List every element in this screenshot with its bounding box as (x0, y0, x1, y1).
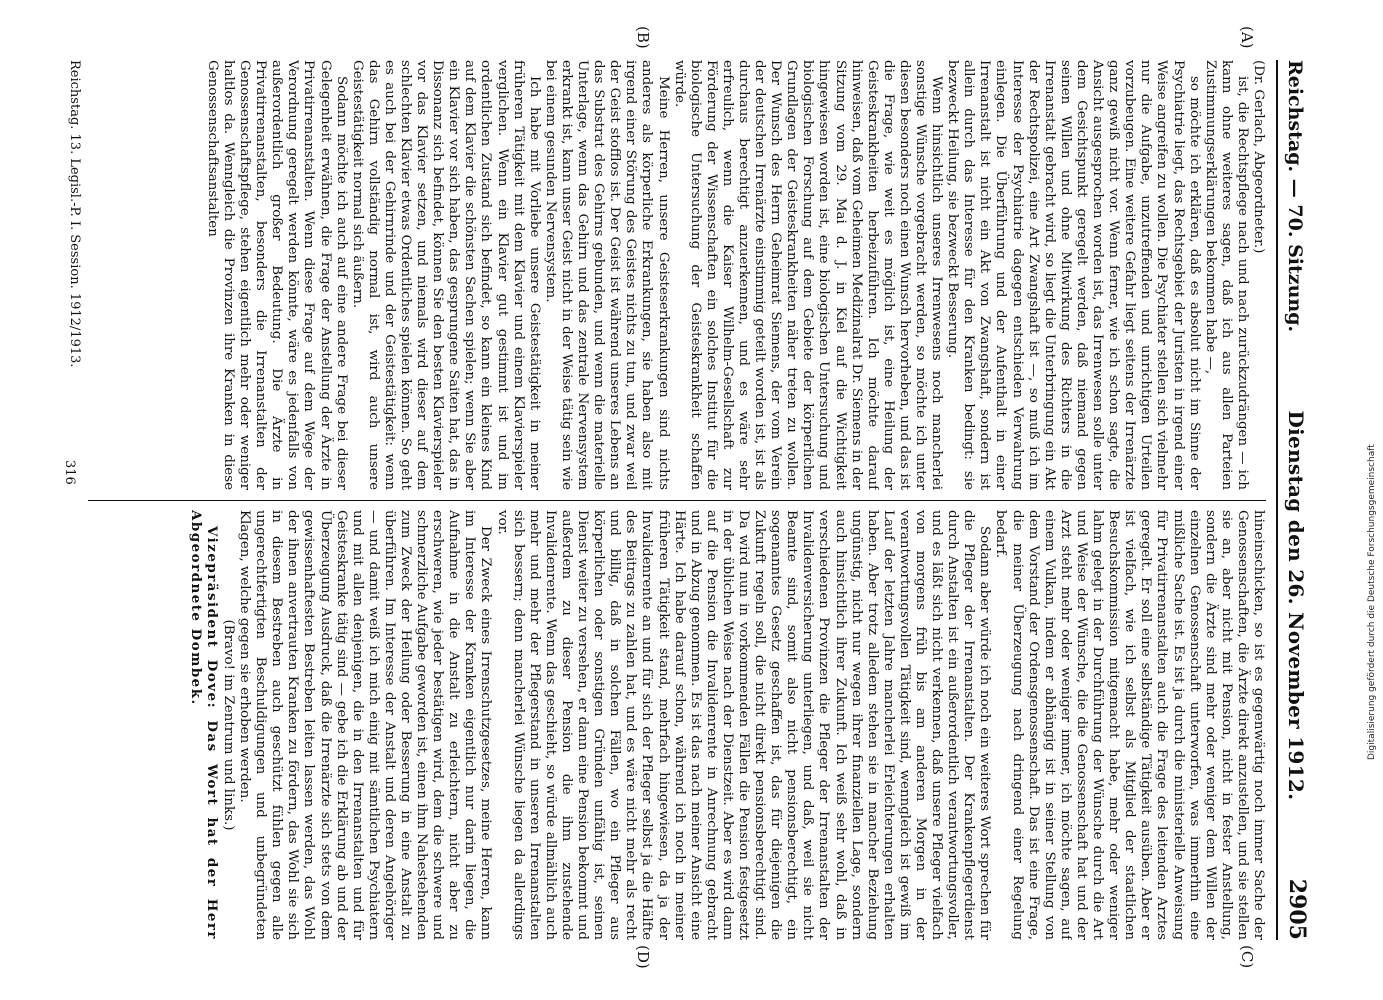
left-paragraph-3: Wenn hinsichtlich unseres Irrenwesens noch mancherlei sonstige Wünsche vorgebracht werden, so möchte ich unter diesen besonders noch einen Wunsch hervorheben, und das ist die Frage, wie weit es möglich ist, eine Heilung der Geisteskrankheiten herbeizuführen. Ich möchte darauf hinweisen, daß vom Geheimen Medizinalrat Dr. Siemens in der Sitzung vom 29. Mai d. J. in Kiel auf die Wichtigkeit hingewiesen worden ist, eine biologischen Untersuchung und biologischen Forschung auf dem Gebiete der körperlichen Grundlagen der Geisteskrankheiten näher treten zu wollen. Der Wunsch des Herrn Geheimrat Siemens, der vom Verein der deutschen Irrenärzte einstimmig geteilt worden ist, ist als durchaus berechtigt anzuerkennen, und es wäre sehr erfreulich, wenn die Kaiser Wilhelm-Gesellschaft zur Förderung der Wissenschaften ein solches Institut für die biologische Untersuchung der Geisteskrankheit schaffen würde. (671, 60, 944, 490)
margin-marker-b: (B) (633, 26, 652, 49)
closing-line: Vizepräsident Dove: Das Wort hat der Herr Abgeordnete Dombek. (187, 510, 220, 940)
right-column (88, 510, 1266, 940)
left-paragraph-5: Ich habe mit Vorliebe unsere Geistestätigkeit in meiner früheren Tätigkeit mit dem Klavier und einem Klavierspieler verglichen. Wenn ein Klavier gut gestimmt ist und im ordentlichen Zustand sich befindet, so kann ein kleines Kind auf dem Klavier die schönsten Sachen spielen; wenn Sie aber ein Klavier vor sich haben, das gesprungene Saiten hat, das in Dissonanz sich befindet, können Sie den besten Klavierspieler vor das Klavier setzen, und niemals wird dieser auf dem schlechten Klavier etwas Ordentliches spielen können. So geht es auch bei der Gehirnrinde und der Geistestätigkeit: wenn das Gehirn vollständig normal ist, wird auch unsere Geistestätigkeit normal sich äußern. (349, 60, 542, 490)
left-paragraph-4: Meine Herren, unsere Geisteserkrankungen sind nichts anderes als körperliche Erkrankungen, sie haben also mit irgend einer Störung des Geistes nichts zu tun, und zwar weil der Geist stofflos ist. Der Geist ist während unseres Lebens an das Substrat des Gehirns gebunden, und wenn die materielle Unterlage, wenn das Gehirn und das zentrale Nervensystem erkrankt ist, kann unser Geist nicht in der Weise tätig sein wie bei einem gesunden Nervensystem. (542, 60, 671, 490)
footer-folio: 316 (61, 460, 77, 485)
dfg-side-note: Digitalisierung gefördert durch die Deutsche Forschungsgemeinschaft (1367, 444, 1377, 760)
page-number: 2905 (1283, 878, 1310, 940)
scanned-page (32, 20, 1352, 980)
left-paragraph-1: ist, die Rechtspflege nach und nach zurückzudrängen — ich kann ohne weiteres sagen, daß ich aus allen Parteien Zustimmungserklärungen bekommen habe —, (1202, 60, 1250, 490)
header-left: Reichstag. — 70. Sitzung. (1283, 60, 1306, 333)
margin-marker-d: (D) (633, 945, 652, 969)
header-date: Dienstag den 26. November 1912. (1283, 410, 1308, 801)
margin-marker-a: (A) (1237, 26, 1256, 49)
right-paragraph-2: Sodann aber würde ich noch ein weiteres Wort sprechen für die Pfleger der Irrenanstalten. Der Krankenpflegerdienst durch Anstalten ist ein außerordentlich verantwortungsvoller, und es läßt sich nicht verkennen, daß unsere Pfleger vielfach von morgens früh bis am anderen Morgen in der verantwortungsvollen Tätigkeit sind, wenngleich ist gewiß im Lauf der letzten Jahre mancherlei Erleichterungen erhalten haben. Aber trotz alledem stehen sie in mancher Beziehung ungünstig, nicht nur wegen ihrer finanziellen Lage, sondern auch hinsichtlich ihrer Zukunft. Ich weiß sehr wohl, daß in verschiedenen Provinzen die Pfleger der Irrenanstalten der Invalidenversicherung unterliegen, und daß, weil sie nicht Beamte sind, somit also nicht pensionsberechtigt, ein sogenanntes Gesetz geschaffen ist, das für diejenigen die Zukunft regeln soll, die nicht direkt pensionsberechtigt sind. Da wird nun in vorkommenden Fällen die Pension festgesetzt in der üblichen Weise nach der Dienstzeit. Aber es wird dann auf die Pension die Invalidenrente in Anrechnung gebracht und in Abzug genommen. Es ist das nach meiner Ansicht eine Härte. Ich habe darauf schon, während ich noch in meiner früheren Tätigkeit stand, mehrfach hingewiesen, da ja der Invalidenrente an und für sich der Pfleger selbst ja die Hälfte des Beitrags zu zahlen hat, und es wäre nicht mehr als recht und billig, daß in solchen Fällen, wo ein Pfleger aus körperlichen oder sonstigen Gründen unfähig ist, seinen Dienst weiter zu versehen, er dann eine Pension bekommt und außerdem zu dieser Pension die ihm zustehende Invalidenrente. Wenn das geschieht, so würde allmählich auch mehr und mehr der Pflegerstand in unseren Irrenanstalten sich bessern; denn mancherlei Wünsche liegen da allerdings vor. (494, 510, 992, 940)
left-paragraph-2: so möchte ich erklären, daß es absolut nicht im Sinne der Psychiatrie liegt, das Rechtsgebiet der Juristen in irgend einer Weise angreifen zu wollen. Die Psychiater stellen sich vielmehr nur die Aufgabe, unzutreffenden und unrichtigen Urteilen vorzubeugen. Eine weitere Gefahr liegt seitens der Irrenärzte ganz gewiß nicht vor. Wenn ferner, wie ich schon sagte, die Ansicht ausgesprochen worden ist, das Irrenwesen solle unter dem Gesichtspunkt geregelt werden, daß niemand gegen seinen Willen und ohne Mitwirkung des Richters in die Irrenanstalt gebracht wird, so liegt die Unterbringung ein Akt der Rechtspolizei, eine Art Zwangshaft ist —, so muß ich im Interesse der Psychiatrie dagegen entschieden Verwahrung einlegen. Die Überführung und der Aufenthalt in einer Irrenanstalt ist nicht ein Akt von Zwangshaft, sondern ist allein durch das Interesse für den Kranken bedingt: sie bezweckt Heilung, sie bezweckt Besserung. (944, 60, 1202, 490)
footer-citation: Reichstag. 13. Legisl.-P. I. Session. 1912/1913. (66, 60, 82, 368)
applause-note: (Bravo! im Zentrum und links.) (220, 619, 236, 831)
right-paragraph-1: hineinschicken, so ist es gegenwärtig noch immer Sache der Genossenschaften, die Ärzte direkt anzustellen, und sie stellen sie an, aber nicht mit Pension, nicht in fester Anstellung, sondern die Ärzte sind mehr oder weniger dem Willen der einzelnen Genossenschaft unterworfen, was immerhin eine mißliche Sache ist. Es ist ja durch die ministerielle Anweisung für Privatirrenanstalten auch die Frage des leitenden Arztes geregelt. Er soll eine selbständige Tätigkeit ausüben. Aber er ist vielfach, wie ich selbst als Mitglied der staatlichen Besuchskommission mitgemacht habe, mehr oder weniger lahm gelegt in der Durchführung der Wünsche durch die Art und Weise der Wünsche, die die Genossenschaft hat und der Arzt steht mehr oder weniger immer, ich möchte sagen, auf einem Vulkan, indem er abhängig ist in seiner Stellung von dem Vorstand der Ordensgenossenschaft. Das ist eine Frage, die meiner Überzeugung nach dringend einer Regelung bedarf. (993, 510, 1266, 940)
left-column (88, 60, 1266, 490)
left-paragraph-6: Sodann möchte ich auch auf eine andere Frage bei dieser Gelegenheit erwähnen, die Frage der Anstellung der Ärzte in Privatirrenanstalten. Wenn diese Frage auf dem Wege der Verordnung geregelt werden könnte, wäre es jedenfalls von außerordentlich großer Bedeutung. Die Ärzte in Privatirrenanstalten, besonders die Irrenanstalten der Genossenschaftspflege, stehen eigentlich mehr oder weniger haltlos da. Wenngleich die Provinzen ihre Kranken in diese Genossenschaftsanstalten (204, 60, 349, 490)
speaker-note: (Dr. Gerlach, Abgeordneter.) (1250, 60, 1266, 254)
page-header (1276, 60, 1334, 940)
margin-marker-c: (C) (1237, 945, 1256, 969)
column-divider (88, 500, 1266, 501)
right-paragraph-3: Der Zweck eines Irrenschutzgesetzes, meine Herren, kann im Interesse der Kranken eigentlich nur darin liegen, die Aufnahme in die Anstalt zu erleichtern, nicht aber zu erschweren, wie jeder bestätigen wird, dem die schwere und schmerzliche Aufgabe geworden ist, einen ihm Nahestehenden zum Zweck der Heilung oder Besserung in eine Anstalt zu überführen. Im Interesse der Anstalt und deren Angehöriger — und damit weiß ich mich einig mit sämtlichen Psychiatern und mit allen denjenigen, die in den Irrenanstalten und für Geisteskranke tätig sind — gebe ich die Erklärung ab und der Überzeugung Ausdruck, daß die Irrenärzte sich stets von dem gewissenhaftesten Bestreben leiten lassen werden, das Wohl der ihnen anvertrauten Kranken zu fördern, das Wohl sie sich in diesem Bestreben auch geschützt fühlen gegen alle ungerechtfertigten Beschuldigungen und unbegründeten Klagen, welche gegen sie erhoben werden. (236, 510, 493, 940)
